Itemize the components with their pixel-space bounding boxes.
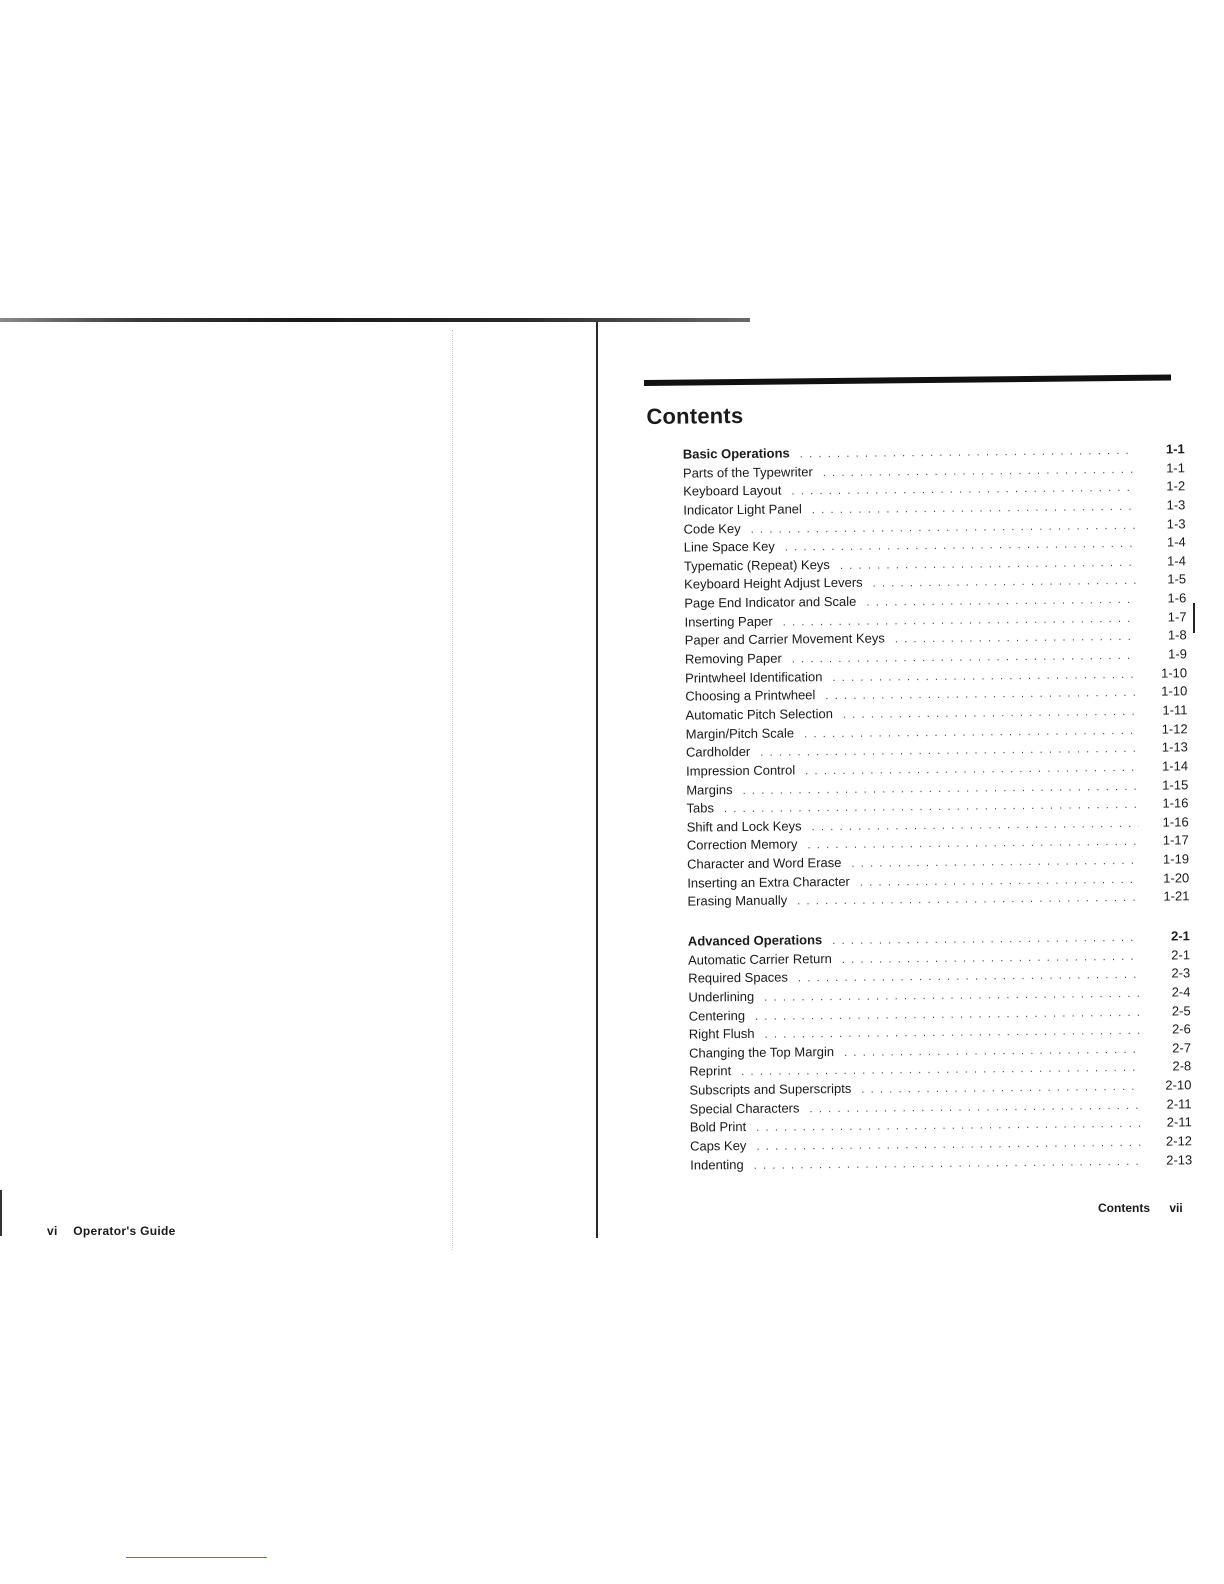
toc-entry-page-number: 1-15 xyxy=(1162,776,1189,793)
toc-entry-page-number: 2-11 xyxy=(1166,1096,1192,1112)
toc-entry-page-number: 1-13 xyxy=(1161,739,1188,755)
dot-leader xyxy=(895,628,1137,649)
toc-entry-page-number: 1-6 xyxy=(1167,590,1187,606)
toc-entry-page-number: 1-1 xyxy=(1165,441,1185,457)
toc-entry-label: Tabs xyxy=(686,800,715,816)
toc-entry-page-number: 2-6 xyxy=(1171,1021,1191,1037)
toc-entry-label: Shift and Lock Keys xyxy=(686,818,802,835)
toc-entry-page-number: 1-3 xyxy=(1166,515,1186,532)
page-title: Contents xyxy=(646,402,744,429)
scan-top-rule xyxy=(0,318,750,322)
toc-entry-label: Margins xyxy=(686,781,733,798)
right-page-footer xyxy=(1098,1201,1183,1215)
toc-entry-page-number: 1-11 xyxy=(1162,702,1188,718)
toc-entry-page-number: 2-11 xyxy=(1166,1114,1192,1130)
dot-leader xyxy=(754,1153,1143,1176)
toc-entry-label: Code Key xyxy=(683,520,741,537)
toc-entry-page-number: 1-10 xyxy=(1161,683,1188,699)
contents-page xyxy=(644,374,1201,1220)
toc-entry-page-number: 1-2 xyxy=(1166,478,1186,494)
page-fold-shadow xyxy=(452,330,453,1250)
toc-entry-label: Keyboard Layout xyxy=(683,482,782,499)
toc-entry-label: Automatic Pitch Selection xyxy=(685,706,833,723)
toc-entry-label: Parts of the Typewriter xyxy=(682,463,813,481)
title-rule xyxy=(644,374,1171,386)
toc-entry-label: Centering xyxy=(688,1007,746,1024)
toc-entry-page-number: 1-1 xyxy=(1166,459,1186,476)
toc-entry-page-number: 1-17 xyxy=(1162,832,1189,849)
toc-entry-label: Required Spaces xyxy=(688,969,789,986)
toc-entry-label: Inserting an Extra Character xyxy=(687,873,850,891)
dot-leader xyxy=(797,889,1139,911)
toc-entry-page-number: 2-1 xyxy=(1170,928,1190,944)
toc-entry-label: Line Space Key xyxy=(683,538,775,555)
toc-entry-label: Basic Operations xyxy=(682,445,790,462)
toc-entry-label: Automatic Carrier Return xyxy=(687,950,832,968)
toc-entry-label: Bold Print xyxy=(689,1119,747,1135)
toc-entry-label: Underlining xyxy=(688,988,755,1005)
right-footer-page-number: vii xyxy=(1169,1201,1183,1215)
toc-entry-page-number: 2-12 xyxy=(1165,1133,1193,1149)
toc-entry-page-number: 1-20 xyxy=(1163,870,1190,886)
toc-entry-page-number: 2-3 xyxy=(1171,965,1191,981)
toc-entry-page-number: 2-7 xyxy=(1172,1040,1192,1056)
toc-section-advanced-operations xyxy=(688,927,1193,1175)
toc-entry-label: Subscripts and Superscripts xyxy=(689,1080,852,1098)
toc-entry-page-number: 1-5 xyxy=(1167,571,1187,588)
toc-entry-label: Reprint xyxy=(689,1063,732,1080)
toc-entry-page-number: 1-4 xyxy=(1166,534,1186,550)
toc-entry-label: Special Characters xyxy=(689,1100,800,1117)
toc-entry-page-number: 1-8 xyxy=(1167,627,1187,643)
toc-entry-page-number: 2-4 xyxy=(1171,984,1191,1000)
toc-entry-page-number: 1-3 xyxy=(1166,497,1186,513)
book-spine-line xyxy=(596,322,598,1238)
toc-section-basic-operations xyxy=(683,440,1190,911)
left-footer-page-number: vi xyxy=(47,1224,58,1238)
toc-entry-label: Indicator Light Panel xyxy=(683,501,802,518)
toc-entry-label: Printwheel Identification xyxy=(685,668,823,686)
toc-entry-page-number: 2-8 xyxy=(1172,1058,1192,1074)
toc-entry-label: Cardholder xyxy=(685,744,751,760)
toc-entry-page-number: 1-4 xyxy=(1167,553,1187,569)
toc-entry-page-number: 2-1 xyxy=(1171,946,1191,963)
toc-entry-page-number: 2-5 xyxy=(1171,1002,1191,1019)
toc-entry-label: Keyboard Height Adjust Levers xyxy=(684,575,863,593)
toc-entry-label: Character and Word Erase xyxy=(686,855,842,872)
toc-entry-label: Indenting xyxy=(690,1156,744,1173)
toc-entry-label: Impression Control xyxy=(686,762,796,779)
left-footer-title: Operator's Guide xyxy=(73,1224,176,1238)
toc-entry-label: Paper and Carrier Movement Keys xyxy=(684,630,885,648)
toc-entry-label: Advanced Operations xyxy=(687,932,823,949)
toc-entry-page-number: 1-10 xyxy=(1160,665,1188,681)
toc-entry-page-number: 1-16 xyxy=(1162,814,1189,830)
toc-entry-label: Margin/Pitch Scale xyxy=(685,725,795,742)
left-page-footer xyxy=(47,1224,176,1238)
toc-entry-label: Choosing a Printwheel xyxy=(685,687,816,704)
toc-entry-page-number: 1-19 xyxy=(1162,851,1190,867)
toc-entry-page-number: 1-14 xyxy=(1161,758,1189,774)
toc-entry-label: Page End Indicator and Scale xyxy=(684,593,857,611)
toc-entry-label: Inserting Paper xyxy=(684,613,773,630)
toc-entry-label: Right Flush xyxy=(688,1026,755,1042)
left-edge-mark xyxy=(0,1190,2,1236)
toc-entry-label: Caps Key xyxy=(689,1138,747,1154)
toc-entry-label: Typematic (Repeat) Keys xyxy=(683,556,830,574)
toc-entry-page-number: 2-13 xyxy=(1166,1151,1193,1168)
toc-entry-label: Correction Memory xyxy=(686,836,798,854)
right-footer-title: Contents xyxy=(1098,1201,1150,1215)
toc-entry[interactable] xyxy=(687,888,1189,912)
toc-entry-label: Erasing Manually xyxy=(687,892,788,909)
bottom-underline-mark xyxy=(126,1557,267,1558)
toc-entry-page-number: 1-9 xyxy=(1168,646,1187,662)
toc-entry-page-number: 1-12 xyxy=(1161,720,1188,737)
toc-entry-page-number: 1-16 xyxy=(1162,795,1189,811)
toc-entry-page-number: 1-7 xyxy=(1167,609,1187,625)
toc-entry-page-number: 2-10 xyxy=(1165,1077,1192,1093)
toc-entry-page-number: 1-21 xyxy=(1163,888,1190,904)
toc-entry-label: Changing the Top Margin xyxy=(688,1043,835,1061)
toc-entry-label: Removing Paper xyxy=(684,650,782,667)
